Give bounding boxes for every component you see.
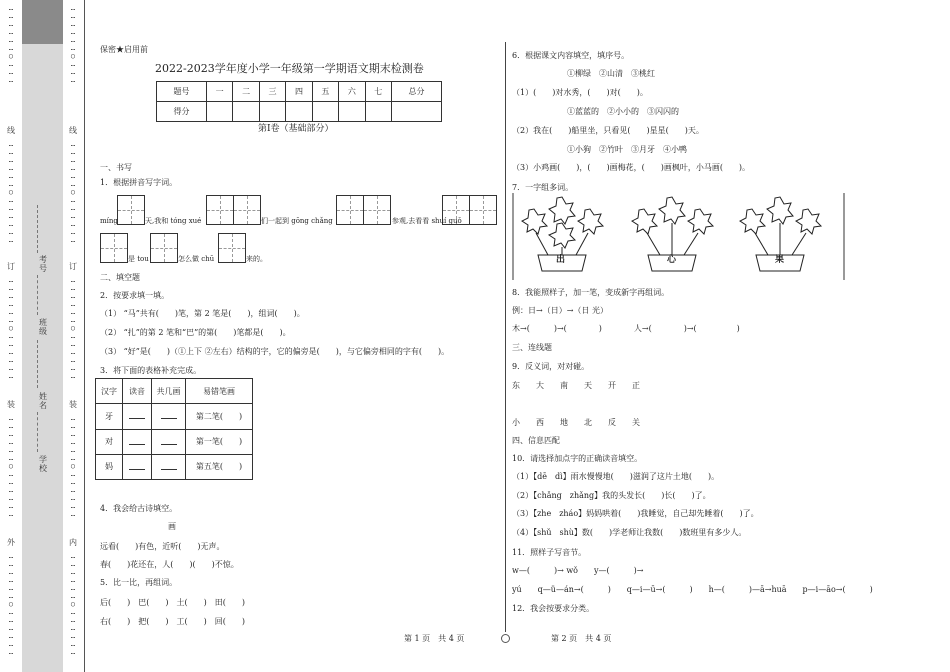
table3-stroke: 第一笔( ) bbox=[186, 429, 253, 454]
binding-label-line-right: 线 bbox=[69, 126, 77, 135]
writing-box[interactable] bbox=[100, 233, 128, 263]
score-cell[interactable] bbox=[365, 102, 391, 122]
flower-pots-svg bbox=[512, 193, 845, 281]
binding-dots-right-4: … … … … … … ○ … … … … … … bbox=[70, 414, 76, 518]
table3-char: 牙 bbox=[96, 404, 123, 429]
pinyin-2d: 来的。 bbox=[246, 255, 267, 263]
binding-label-outer: 外 bbox=[7, 538, 15, 547]
center-circle-icon bbox=[501, 634, 510, 643]
writing-box[interactable] bbox=[206, 195, 234, 225]
score-header: 五 bbox=[312, 82, 338, 102]
binding-label-ding-left: 订 bbox=[7, 262, 15, 271]
question-2: 2．按要求填一填。 bbox=[100, 291, 170, 300]
table3-header: 读音 bbox=[123, 379, 152, 404]
section-4: 四、信息匹配 bbox=[512, 436, 560, 445]
binding-label-zhuang-left: 装 bbox=[7, 400, 15, 409]
binding-strip bbox=[22, 44, 63, 672]
footer-left-page: 第 1 页 共 4 页 bbox=[404, 634, 465, 643]
score-header: 六 bbox=[339, 82, 365, 102]
question-12: 12．我会按要求分类。 bbox=[512, 604, 595, 613]
field-label-xingming: 姓名 bbox=[39, 392, 47, 410]
q9-top-words: 东 大 南 天 开 正 bbox=[512, 381, 640, 390]
table3-blank[interactable] bbox=[123, 404, 152, 429]
section-3: 三、连线题 bbox=[512, 343, 552, 352]
compare-line-1: 后( ) 巴( ) 土( ) 田( ) bbox=[100, 598, 245, 607]
binding-dots-right-5: … … … … … … ○ … … … … … … bbox=[70, 552, 76, 656]
question-11: 11．照样子写音节。 bbox=[512, 548, 587, 557]
question-8: 8．我能照样子，加一笔，变成新字再组词。 bbox=[512, 288, 670, 297]
score-header: 二 bbox=[233, 82, 259, 102]
score-row-label: 得分 bbox=[157, 102, 207, 122]
pinyin-2c: 怎么做 chū bbox=[178, 255, 215, 263]
score-header: 一 bbox=[206, 82, 232, 102]
table3-blank[interactable] bbox=[123, 429, 152, 454]
pot-char-2: 心 bbox=[667, 255, 677, 265]
q8-example: 例：日→（日）→（日 光） bbox=[512, 306, 608, 315]
table3-blank[interactable] bbox=[123, 454, 152, 479]
binding-dots-right-3: … … … … … … ○ … … … … … … bbox=[70, 276, 76, 380]
q10-1: （1）【dē dì】雨水慢慢地( )滋润了这片土地( )。 bbox=[512, 472, 720, 481]
q10-2: （2）【chǎng zhǎng】我的头发长( )长( )了。 bbox=[512, 491, 711, 500]
binding-dots-left-1: … … … … … … ○ … … … bbox=[8, 4, 14, 84]
score-cell[interactable] bbox=[312, 102, 338, 122]
question-10: 10．请选择加点字的正确读音填空。 bbox=[512, 454, 643, 463]
score-cell[interactable] bbox=[259, 102, 285, 122]
question-9: 9．反义词，对对碰。 bbox=[512, 362, 590, 371]
score-header: 四 bbox=[286, 82, 312, 102]
pot-char-3: 果 bbox=[775, 255, 785, 265]
writing-box[interactable] bbox=[218, 233, 246, 263]
writing-box[interactable] bbox=[117, 195, 145, 225]
section-1: 一、书写 bbox=[100, 163, 132, 172]
table3-blank[interactable] bbox=[152, 429, 186, 454]
score-header: 题号 bbox=[157, 82, 207, 102]
binding-label-zhuang-right: 装 bbox=[69, 400, 77, 409]
table3-blank[interactable] bbox=[152, 454, 186, 479]
question-4: 4．我会给古诗填空。 bbox=[100, 504, 178, 513]
table-3 bbox=[95, 378, 253, 480]
score-cell[interactable] bbox=[392, 102, 442, 122]
question-7: 7．一字组多词。 bbox=[512, 183, 574, 192]
score-header: 总分 bbox=[392, 82, 442, 102]
compare-line-2: 右( ) 把( ) 工( ) 回( ) bbox=[100, 617, 245, 626]
q6-options-1: ①柳绿 ②山清 ③桃红 bbox=[567, 69, 655, 78]
table3-header: 汉字 bbox=[96, 379, 123, 404]
question-6: 6．根据课文内容填空，填序号。 bbox=[512, 51, 630, 60]
q10-3: （3）【zhe zháo】妈妈哄着( )我睡觉，自己却先睡着( )了。 bbox=[512, 509, 759, 518]
writing-box[interactable] bbox=[469, 195, 497, 225]
field-line-banji bbox=[37, 275, 38, 315]
question-2-2: （2） “扎”的第 2 笔和“巴”的第( )笔都是( )。 bbox=[100, 328, 291, 337]
pinyin-1d: 参观,去看看 shuí guǒ bbox=[392, 217, 462, 225]
q6-2: （2）我在( )船里坐，只看见( )星星( )天。 bbox=[512, 126, 704, 135]
field-line-xuexiao bbox=[37, 412, 38, 452]
binding-dots-right-1: … … … … … … ○ … … … bbox=[70, 4, 76, 84]
table3-blank[interactable] bbox=[152, 404, 186, 429]
field-label-banji: 班级 bbox=[39, 318, 47, 336]
poem-title: 画 bbox=[168, 522, 176, 531]
score-cell[interactable] bbox=[339, 102, 365, 122]
pot-char-1: 出 bbox=[556, 255, 566, 265]
poem-line-2: 春( )花还在，人( )( )不惊。 bbox=[100, 560, 239, 569]
section-2: 二、填空题 bbox=[100, 273, 140, 282]
writing-box[interactable] bbox=[233, 195, 261, 225]
score-header: 三 bbox=[259, 82, 285, 102]
field-line-kaohao bbox=[37, 205, 38, 253]
flower-pots-figure bbox=[512, 193, 845, 281]
binding-dots-left-2: … … … … … … ○ … … … … … … bbox=[8, 140, 14, 244]
field-line-xingming bbox=[37, 340, 38, 388]
pinyin-1b: 天,我和 tóng xué bbox=[145, 217, 202, 225]
table3-stroke: 第五笔( ) bbox=[186, 454, 253, 479]
binding-label-inner: 内 bbox=[69, 538, 77, 547]
column-divider bbox=[505, 42, 506, 632]
binding-label-ding-right: 订 bbox=[69, 262, 77, 271]
question-5: 5．比一比，再组词。 bbox=[100, 578, 178, 587]
table3-header: 共几画 bbox=[152, 379, 186, 404]
score-cell[interactable] bbox=[233, 102, 259, 122]
q11-line: yú q—ü—án→( ) q—i—ū→( ) h—( )—ā→huā p—i—āo→( ) bbox=[512, 585, 873, 594]
writing-box[interactable] bbox=[150, 233, 178, 263]
binding-edge bbox=[84, 0, 85, 672]
pinyin-1c: 们一起到 gōng chǎng bbox=[261, 217, 333, 225]
binding-dots-left-5: … … … … … … ○ … … … … … … bbox=[8, 552, 14, 656]
question-2-1: （1） “马”共有( )笔，第 2 笔是( )，组词( )。 bbox=[100, 309, 305, 318]
binding-corner bbox=[22, 0, 63, 44]
binding-dots-left-3: … … … … … … ○ … … … … … … bbox=[8, 276, 14, 380]
footer-right-page: 第 2 页 共 4 页 bbox=[551, 634, 612, 643]
score-cell[interactable] bbox=[286, 102, 312, 122]
exam-title: 2022-2023学年度小学一年级第一学期语文期末检测卷 bbox=[155, 62, 424, 75]
secret-mark: 保密★启用前 bbox=[100, 45, 148, 54]
score-table bbox=[156, 81, 442, 122]
binding-dots-left-4: … … … … … … ○ … … … … … … bbox=[8, 414, 14, 518]
score-header: 七 bbox=[365, 82, 391, 102]
pinyin-2b: 是 tou bbox=[128, 255, 149, 263]
poem-line-1: 远看( )有色，近听( )无声。 bbox=[100, 542, 225, 551]
field-label-kaohao: 考号 bbox=[39, 255, 47, 273]
q6-options-2: ①蓝蓝的 ②小小的 ③闪闪的 bbox=[567, 107, 679, 116]
q10-4: （4）【shǔ shù】数( )学老师让我数( )数班里有多少人。 bbox=[512, 528, 747, 537]
q6-options-3: ①小狗 ②竹叶 ③月牙 ④小鸭 bbox=[567, 145, 687, 154]
field-label-xuexiao: 学校 bbox=[39, 455, 47, 473]
table3-char: 妈 bbox=[96, 454, 123, 479]
binding-dots-right-2: … … … … … … ○ … … … … … … bbox=[70, 140, 76, 244]
question-1: 1．根据拼音写字词。 bbox=[100, 178, 178, 187]
q9-bottom-words: 小 西 地 北 反 关 bbox=[512, 418, 640, 427]
question-2-3: （3） “好”是( )（①上下 ②左右）结构的字，它的偏旁是( )，与它偏旁相同的字有( )。 bbox=[100, 347, 450, 356]
table3-stroke: 第二笔( ) bbox=[186, 404, 253, 429]
question-3: 3．将下面的表格补充完成。 bbox=[100, 366, 202, 375]
writing-box[interactable] bbox=[336, 195, 364, 225]
writing-box[interactable] bbox=[363, 195, 391, 225]
q6-3: （3）小鸡画( )，( )画梅花，( )画枫叶，小马画( )。 bbox=[512, 163, 751, 172]
score-cell[interactable] bbox=[206, 102, 232, 122]
q11-example: w—( )→ wǒ y—( )→ bbox=[512, 566, 644, 575]
pinyin-1a: míng bbox=[100, 217, 118, 225]
q6-1: （1）( )对水秀，( )对( )。 bbox=[512, 88, 648, 97]
part-title: 第Ⅰ卷（基础部分） bbox=[258, 124, 334, 134]
binding-label-line-left: 线 bbox=[7, 126, 15, 135]
table3-header: 易错笔画 bbox=[186, 379, 253, 404]
q8-line: 木→( )→( ) 人→( )→( ) bbox=[512, 324, 740, 333]
table3-char: 对 bbox=[96, 429, 123, 454]
